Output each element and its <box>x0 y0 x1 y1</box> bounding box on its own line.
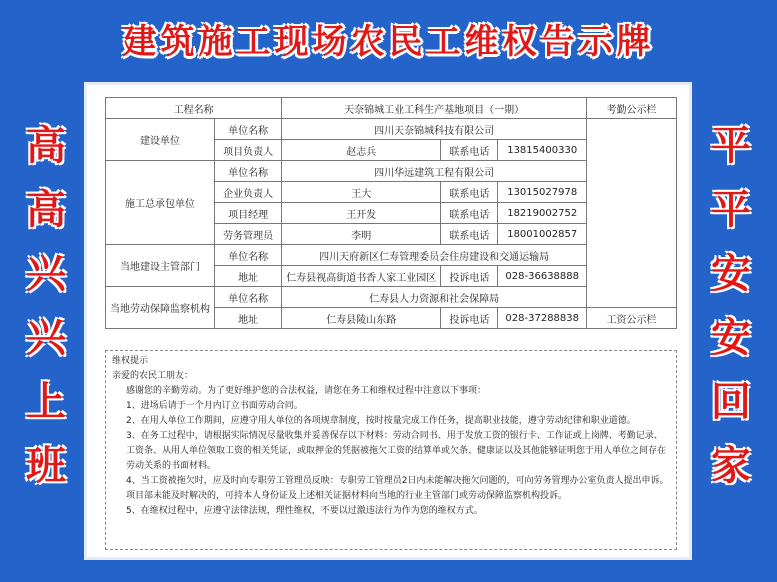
labor-dept-section: 当地劳动保障监察机构 <box>106 287 215 329</box>
info-table <box>105 97 677 329</box>
labor-dept-addr-label: 地址 <box>215 308 282 329</box>
local-dept-addr-label: 地址 <box>215 266 282 287</box>
notice-intro: 感谢您的辛勤劳动。为了更好维护您的合法权益，请您在务工和维权过程中注意以下事项： <box>126 386 487 396</box>
notice-greeting: 亲爱的农民工朋友： <box>112 371 194 381</box>
left-slogan-char: 兴 <box>26 250 66 297</box>
contractor-phone-label: 联系电话 <box>441 182 498 203</box>
contractor-section: 施工总承包单位 <box>106 161 215 245</box>
local-dept-unit-value: 四川天府新区仁寿管理委员会住房建设和交通运输局 <box>282 245 587 266</box>
contractor-row-value: 王大 <box>282 182 441 203</box>
rights-notice <box>105 350 677 550</box>
contractor-unit-value: 四川华远建筑工程有限公司 <box>282 161 587 182</box>
attendance-label: 考勤公示栏 <box>586 98 676 119</box>
notice-item: 4、当工资被拖欠时，应及时向专职劳工管理员反映：专职劳工管理员2日内未能解决拖欠问题的，可向劳务管理办公室负责人提出申诉。项目部未能及时解决的，可持本人身份证及上述相关证据材料向当地的行业主管部门或劳动保障监察机构投诉。 <box>126 476 669 501</box>
builder-section: 建设单位 <box>106 119 215 161</box>
contractor-phone-label: 联系电话 <box>441 224 498 245</box>
builder-unit-value: 四川天奈锦城科技有限公司 <box>282 119 587 140</box>
contractor-row-label: 劳务管理员 <box>215 224 282 245</box>
right-slogan-char: 平 <box>711 122 751 169</box>
labor-dept-addr-value: 仁寿县陵山东路 <box>282 308 441 329</box>
labor-dept-unit-value: 仁寿县人力资源和社会保障局 <box>282 287 587 308</box>
left-slogan-char: 高 <box>26 122 66 169</box>
left-slogan-char: 兴 <box>26 314 66 361</box>
right-slogan-char: 家 <box>711 442 751 489</box>
labor-dept-unit-label: 单位名称 <box>215 287 282 308</box>
builder-phone-value: 13815400330 <box>498 140 587 161</box>
left-slogan-char: 班 <box>26 442 66 489</box>
contractor-row-value: 李明 <box>282 224 441 245</box>
left-slogan <box>10 120 82 492</box>
contractor-phone-value: 18219002752 <box>498 203 587 224</box>
contractor-row-value: 王开发 <box>282 203 441 224</box>
builder-person-value: 赵志兵 <box>282 140 441 161</box>
builder-phone-label: 联系电话 <box>441 140 498 161</box>
contractor-row-label: 项目经理 <box>215 203 282 224</box>
table-row <box>106 119 677 140</box>
table-row <box>106 98 677 119</box>
contractor-phone-value: 18001002857 <box>498 224 587 245</box>
left-slogan-char: 高 <box>26 186 66 233</box>
notice-item: 1、进场后请于一个月内订立书面劳动合同。 <box>126 401 303 411</box>
contractor-unit-label: 单位名称 <box>215 161 282 182</box>
wage-label: 工资公示栏 <box>586 308 676 329</box>
contractor-row-label: 企业负责人 <box>215 182 282 203</box>
local-dept-section: 当地建设主管部门 <box>106 245 215 287</box>
notice-item: 3、在务工过程中，请根据实际情况尽量收集并妥善保存以下材料：劳动合同书、用于发放工资的银行卡、工作证或上岗牌、考勤记录、工资条、从用人单位领取工资的相关凭证，或取押金的凭据被拖欠工资的结算单或欠条、健康证以及其他能够证明您于用人单位之间存在劳动关系的书面材料。 <box>126 431 667 471</box>
notice-panel <box>84 82 692 560</box>
right-slogan-char: 安 <box>711 250 751 297</box>
local-dept-complaint-label: 投诉电话 <box>441 266 498 287</box>
right-slogan <box>695 120 767 492</box>
contractor-phone-label: 联系电话 <box>441 203 498 224</box>
local-dept-unit-label: 单位名称 <box>215 245 282 266</box>
attendance-board <box>586 119 676 308</box>
right-slogan-char: 安 <box>711 314 751 361</box>
builder-unit-label: 单位名称 <box>215 119 282 140</box>
project-value: 天奈锦城工业工科生产基地项目（一期） <box>282 98 587 119</box>
labor-dept-complaint-value: 028-37288838 <box>498 308 587 329</box>
project-label: 工程名称 <box>106 98 282 119</box>
local-dept-complaint-value: 028-36638888 <box>498 266 587 287</box>
board-title: 建筑施工现场农民工维权告示牌 <box>122 22 655 62</box>
local-dept-addr-value: 仁寿县视高街道书香人家工业园区 <box>282 266 441 287</box>
notice-item: 2、在用人单位工作期间，应遵守用人单位的各项规章制度，按时按量完成工作任务，提高职业技能，遵守劳动纪律和职业道德。 <box>126 416 636 426</box>
labor-dept-complaint-label: 投诉电话 <box>441 308 498 329</box>
builder-person-label: 项目负责人 <box>215 140 282 161</box>
left-slogan-char: 上 <box>26 378 66 425</box>
right-slogan-char: 回 <box>711 378 751 425</box>
right-slogan-char: 平 <box>711 186 751 233</box>
contractor-phone-value: 13015027978 <box>498 182 587 203</box>
notice-heading: 维权提示 <box>112 356 149 366</box>
notice-item: 5、在维权过程中，应遵守法律法规，理性维权，不要以过激违法行为作为您的维权方式。 <box>126 506 483 516</box>
